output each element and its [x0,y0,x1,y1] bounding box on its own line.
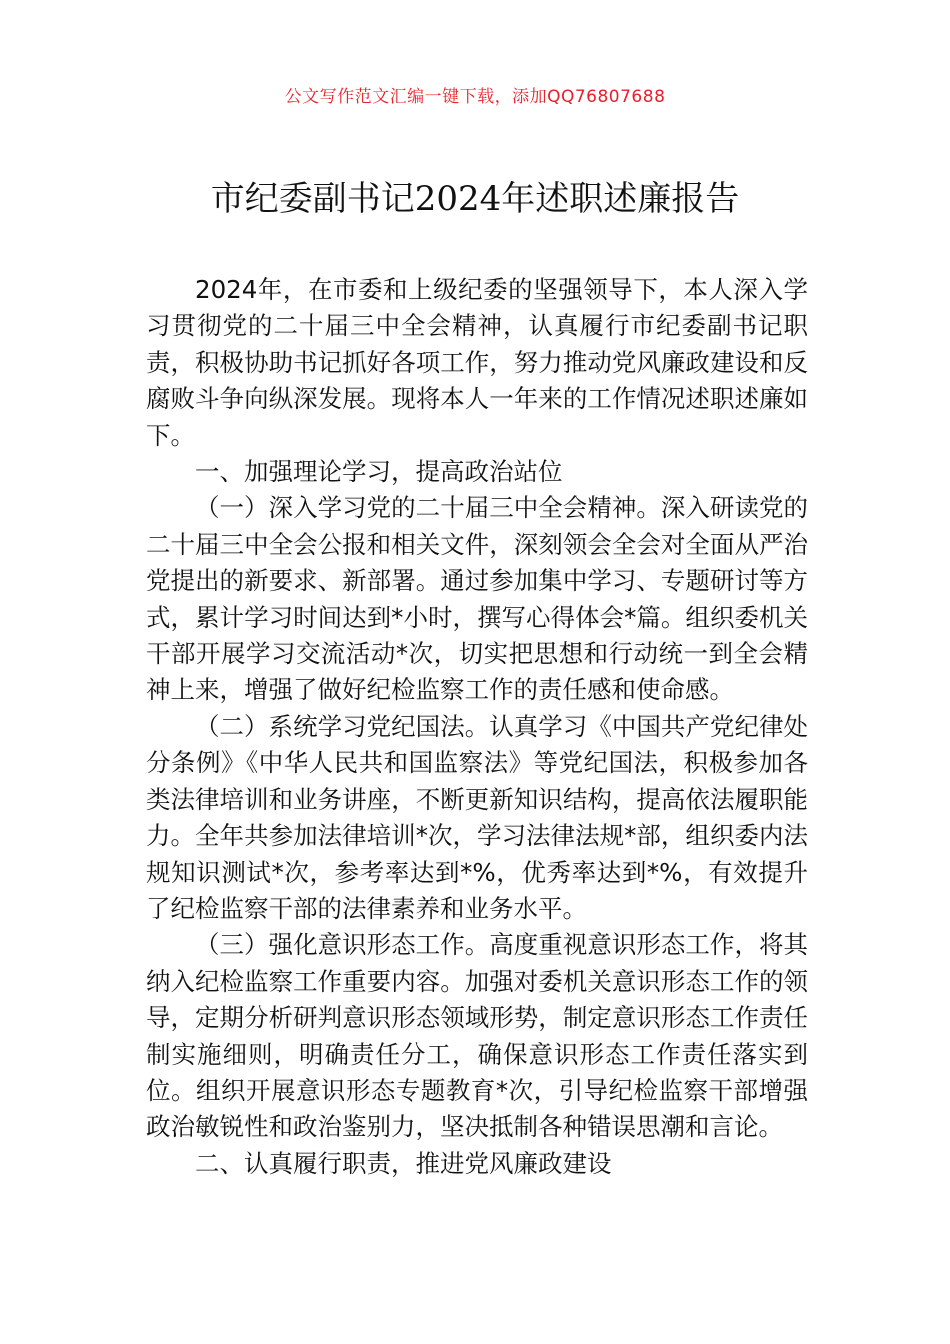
paragraph-study-plenum: （一）深入学习党的二十届三中全会精神。深入研读党的二十届三中全会公报和相关文件，深刻领会全会对全面从严治党提出的新要求、新部署。通过参加集中学习、专题研讨等方式，累计学习时间达到*小时，撰写心得体会*篇。组织委机关干部开展学习交流活动*次，切实把思想和行动统一到全会精神上来，增强了做好纪检监察工作的责任感和使命感。 [146,493,808,705]
section-heading-1: 一、加强理论学习，提高政治站位 [195,457,563,487]
document-body [146,272,808,1182]
download-banner: 公文写作范文汇编一键下载，添加QQ76807688 [284,87,666,107]
section-heading-2: 二、认真履行职责，推进党风廉政建设 [195,1148,612,1178]
intro-paragraph: 2024年，在市委和上级纪委的坚强领导下，本人深入学习贯彻党的二十届三中全会精神，认真履行市纪委副书记职责，积极协助书记抓好各项工作，努力推动党风廉政建设和反腐败斗争向纵深发展。现将本人一年来的工作情况述职述廉如下。 [146,275,808,450]
paragraph-ideology: （三）强化意识形态工作。高度重视意识形态工作，将其纳入纪检监察工作重要内容。加强对委机关意识形态工作的领导，定期分析研判意识形态领域形势，制定意识形态工作责任制实施细则，明确责任分工，确保意识形态工作责任落实到位。组织开展意识形态专题教育*次，引导纪检监察干部增强政治敏锐性和政治鉴别力，坚决抵制各种错误思潮和言论。 [146,930,808,1142]
document-title: 市纪委副书记2024年述职述廉报告 [210,179,740,219]
paragraph-study-law: （二）系统学习党纪国法。认真学习《中国共产党纪律处分条例》《中华人民共和国监察法》等党纪国法，积极参加各类法律培训和业务讲座，不断更新知识结构，提高依法履职能力。全年共参加法律培训*次，学习法律法规*部，组织委内法规知识测试*次，参考率达到*%，优秀率达到*%，有效提升了纪检监察干部的法律素养和业务水平。 [146,711,808,923]
